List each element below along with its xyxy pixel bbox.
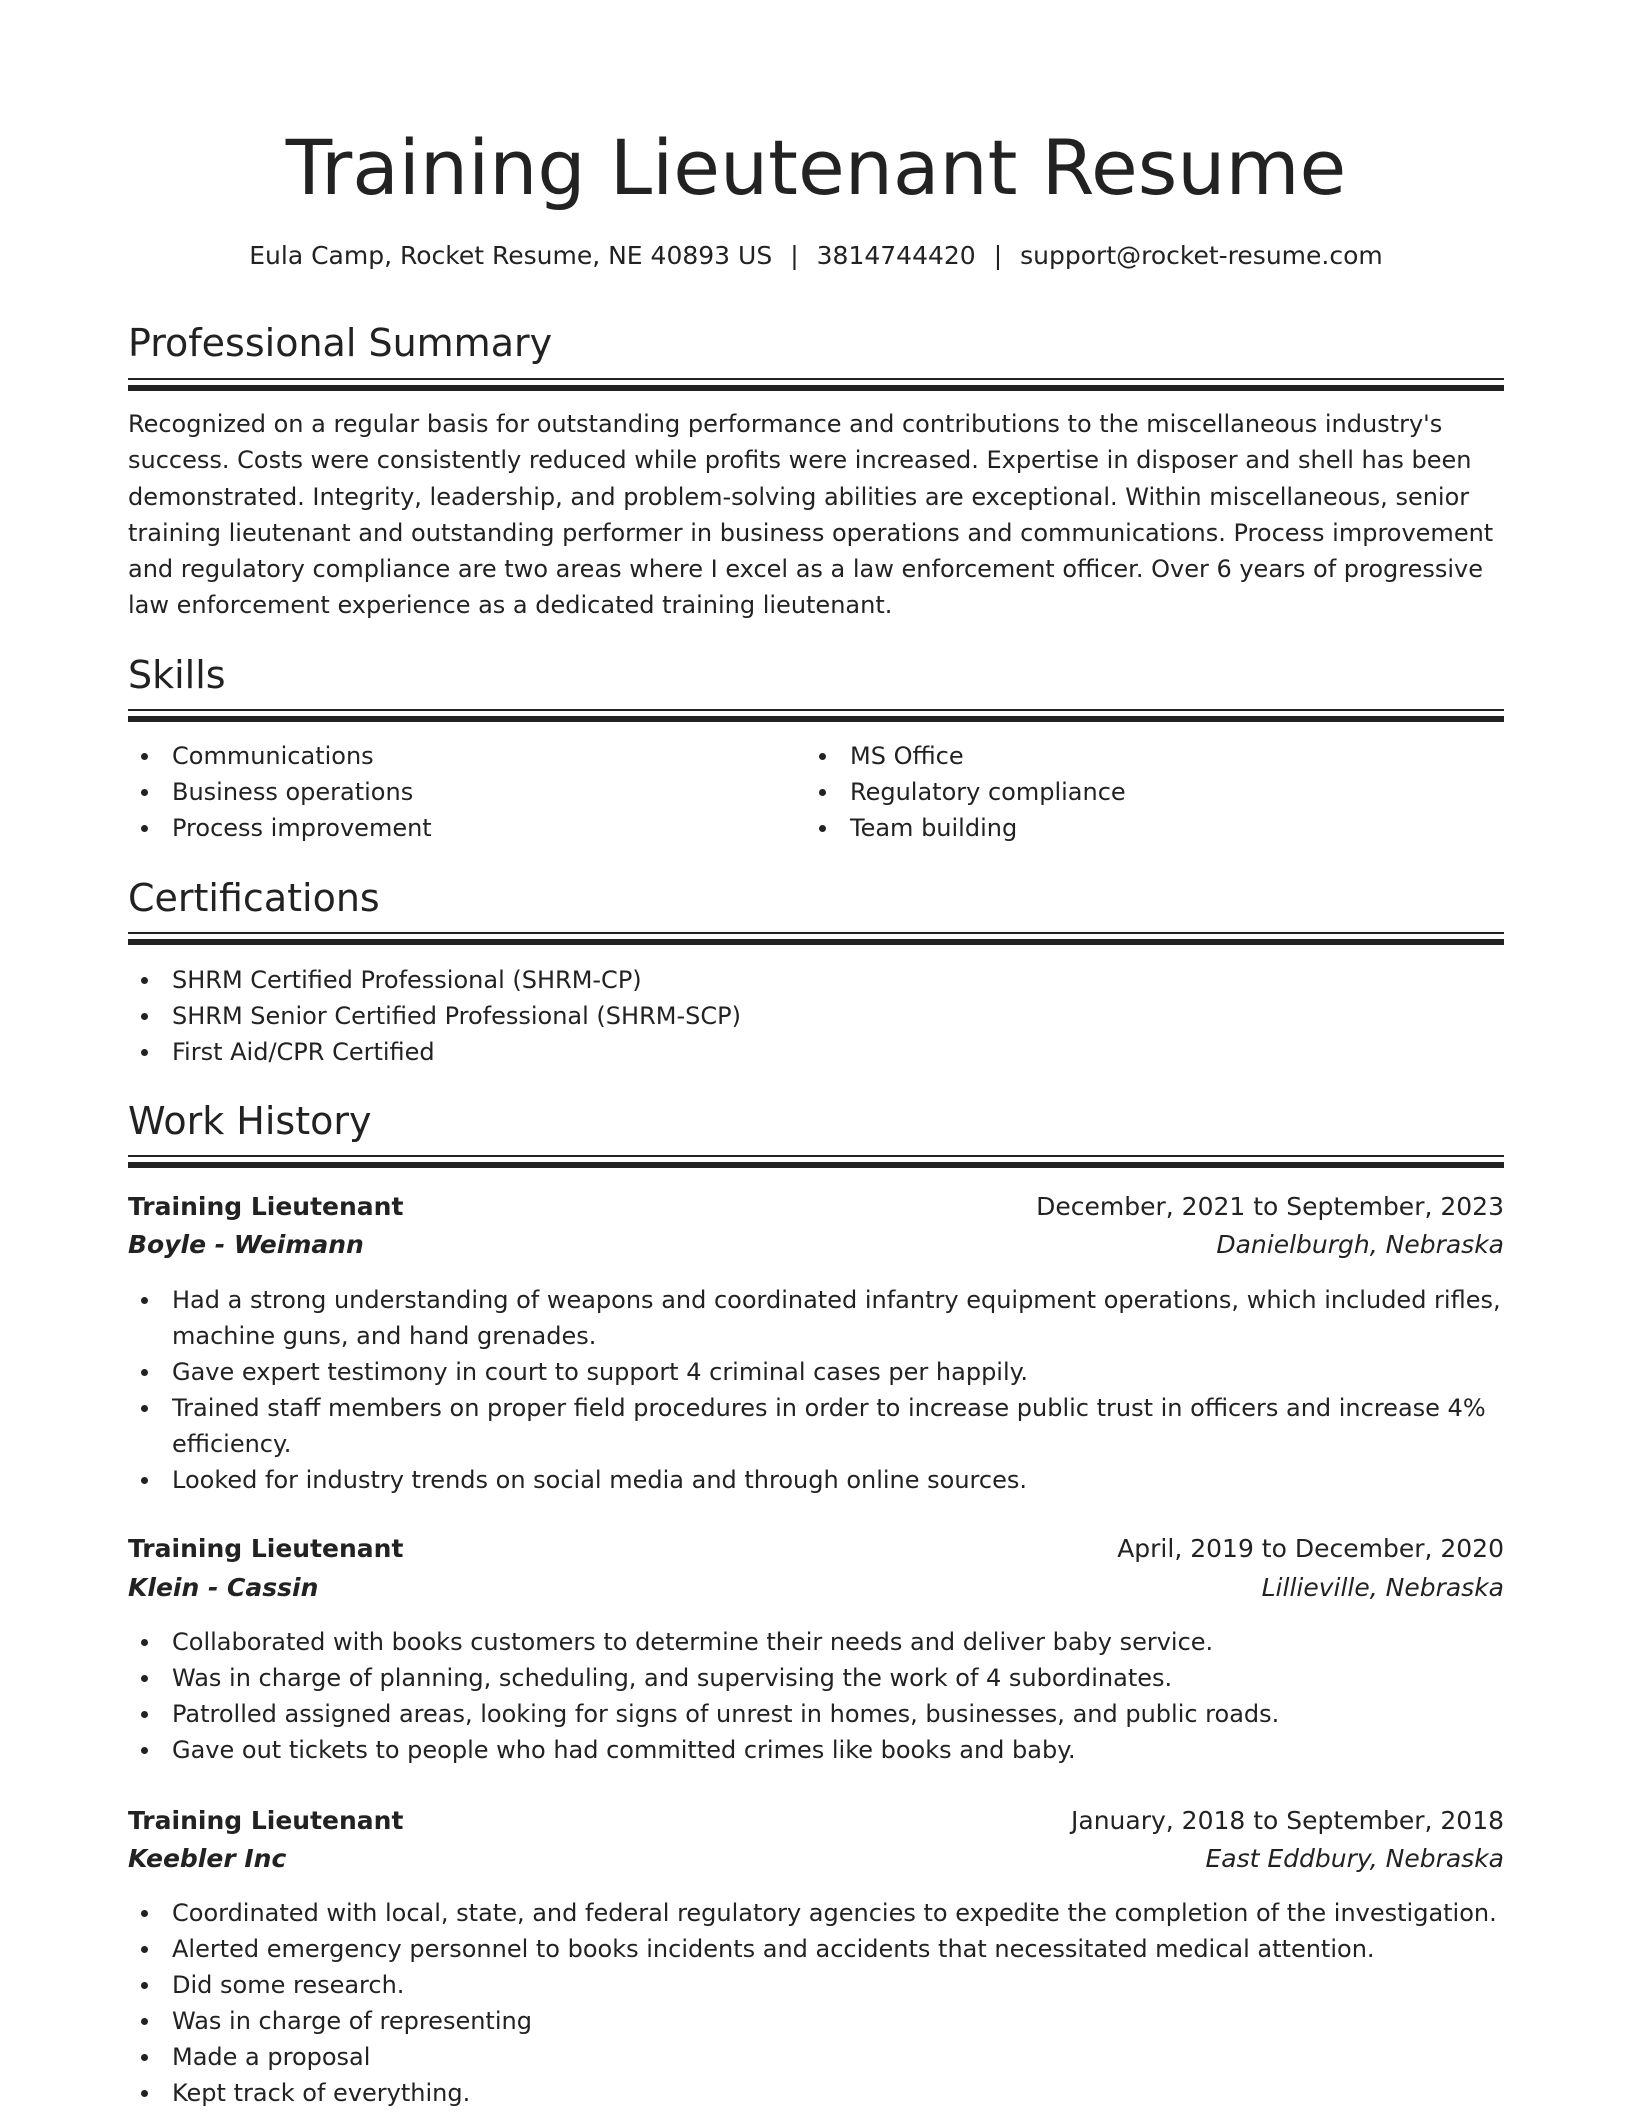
job-bullet: Kept track of everything. [128,2075,1504,2111]
job-dates: April, 2019 to December, 2020 [1117,1534,1504,1563]
summary-heading: Professional Summary [128,321,553,365]
job-location: Danielburgh, Nebraska [1216,1230,1504,1259]
job-subheader [128,1568,1504,1608]
contact-line [128,238,1504,274]
contact-address: Eula Camp, Rocket Resume, NE 40893 US [249,241,773,270]
job-bullet: Had a strong understanding of weapons and coordinated infantry equipment operations, which included rifles, machine guns, and hand grenades. [128,1282,1504,1354]
job-subheader [128,1225,1504,1265]
job-title: Training Lieutenant [128,1806,404,1835]
work-history-heading: Work History [128,1099,372,1143]
section-divider [128,378,1504,392]
job-bullet: Gave out tickets to people who had committed crimes like books and baby. [128,1732,1504,1768]
job-location: East Eddbury, Nebraska [1205,1844,1504,1873]
job-company: Boyle - Weimann [128,1230,364,1259]
job-subheader [128,1839,1504,1879]
job-bullet: Was in charge of planning, scheduling, and supervising the work of 4 subordinates. [128,1660,1504,1696]
job-header [128,1187,1504,1227]
job-bullet: Patrolled assigned areas, looking for signs of unrest in homes, businesses, and public roads. [128,1696,1504,1732]
job-bullet: Gave expert testimony in court to support 4 criminal cases per happily. [128,1354,1504,1390]
job-dates: January, 2018 to September, 2018 [1071,1806,1504,1835]
job-bullets [128,1282,1504,1498]
job-bullets [128,1624,1504,1768]
certifications-heading: Certifications [128,876,380,920]
job-header [128,1529,1504,1569]
certifications-list [128,962,1504,1070]
job-company: Keebler Inc [128,1844,287,1873]
job-header [128,1801,1504,1841]
skill-item: Process improvement [128,810,788,846]
contact-phone: 3814744420 [816,241,976,270]
skill-item: Communications [128,738,788,774]
contact-separator: | [790,241,799,270]
job-bullet: Did some research. [128,1967,1504,2003]
job-dates: December, 2021 to September, 2023 [1036,1192,1504,1221]
job-bullet: Trained staff members on proper field procedures in order to increase public trust in officers and increase 4% efficiency. [128,1390,1504,1462]
job-location: Lillieville, Nebraska [1261,1573,1504,1602]
contact-separator: | [993,241,1003,270]
job-bullet: Collaborated with books customers to determine their needs and deliver baby service. [128,1624,1504,1660]
certification-item: SHRM Senior Certified Professional (SHRM-SCP) [128,998,1504,1034]
job-bullet: Was in charge of representing [128,2003,1504,2039]
job-bullets [128,1895,1504,2111]
job-bullet: Alerted emergency personnel to books incidents and accidents that necessitated medical attention. [128,1931,1504,1967]
resume-title: Training Lieutenant Resume [285,123,1347,212]
job-company: Klein - Cassin [128,1573,319,1602]
skill-item: Team building [806,810,1466,846]
summary-text: Recognized on a regular basis for outstanding performance and contributions to the miscellaneous industry's success. Costs were consistently reduced while profits were increased. Expertise in disposer and shell has been demonstrated. Integrity, leadership, and problem-solving abilities are exceptional. Within miscellaneous, senior training lieutenant and outstanding performer in business operations and communications. Process improvement and regulatory compliance are two areas where I excel as a law enforcement officer. Over 6 years of progressive law enforcement experience as a dedicated training lieutenant. [128,410,1494,620]
section-divider [128,1155,1504,1169]
skill-item: Regulatory compliance [806,774,1466,810]
skill-item: Business operations [128,774,788,810]
section-divider [128,709,1504,723]
section-divider [128,932,1504,946]
job-bullet: Looked for industry trends on social media and through online sources. [128,1462,1504,1498]
skills-list-right [806,738,1466,846]
contact-email[interactable]: support@rocket-resume.com [1020,241,1383,270]
certification-item: SHRM Certified Professional (SHRM-CP) [128,962,1504,998]
job-bullet: Coordinated with local, state, and federal regulatory agencies to expedite the completion of the investigation. [128,1895,1504,1931]
skills-list-left [128,738,788,846]
skills-heading: Skills [128,653,226,697]
certification-item: First Aid/CPR Certified [128,1034,1504,1070]
job-bullet: Made a proposal [128,2039,1504,2075]
job-title: Training Lieutenant [128,1192,404,1221]
job-title: Training Lieutenant [128,1534,404,1563]
skill-item: MS Office [806,738,1466,774]
